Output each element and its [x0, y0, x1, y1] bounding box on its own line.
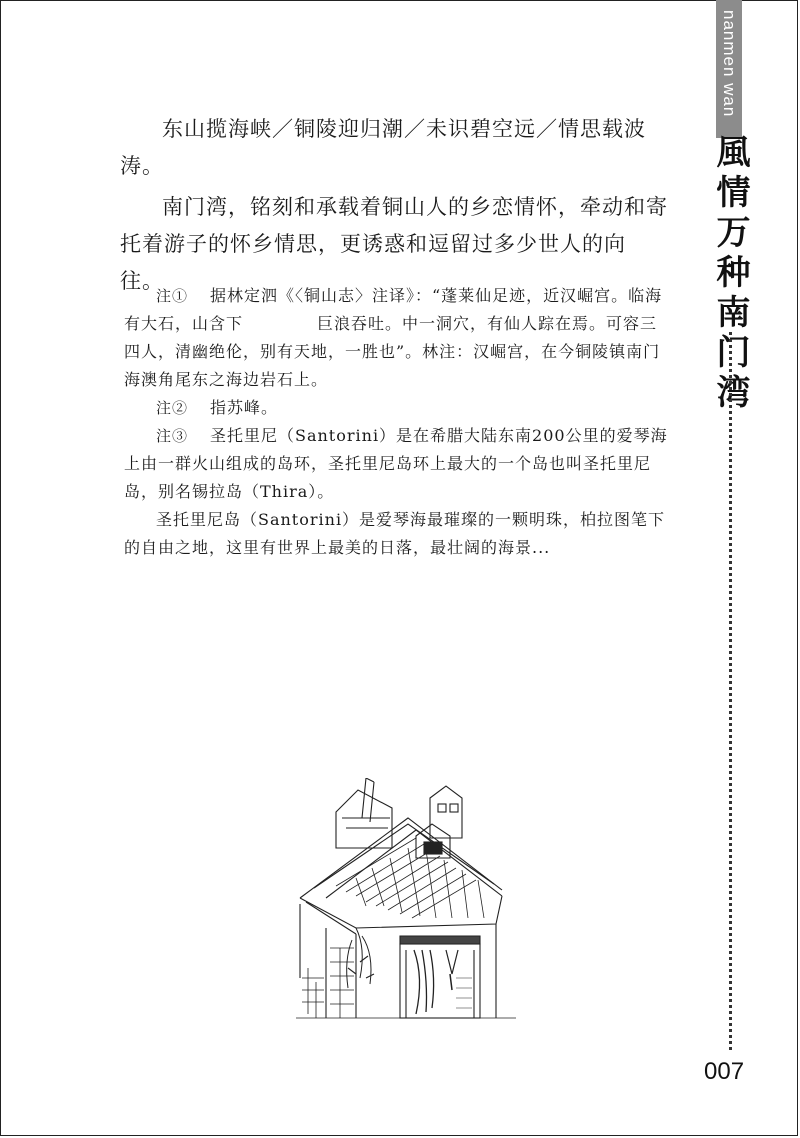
note-1-text-a: 据林定泗《〈铜山志〉注译》：“蓬莱仙足迹，近汉崛宫。临海有大石，山含下 [124, 286, 663, 333]
section-title: 風情万种南门湾 [710, 134, 750, 414]
note-3-mark: 注③ [156, 427, 189, 445]
note-2 [124, 394, 672, 422]
note-3 [124, 422, 672, 506]
dotted-rule [729, 332, 732, 1050]
page-number: 007 [704, 1058, 745, 1085]
note-2-text: 指苏峰。 [210, 398, 279, 417]
note-1-text-b: 巨浪吞吐。中一洞穴，有仙人踪在焉。可容三四人，清幽绝伦，别有天地，一胜也”。林注：汉崛宫，在今铜陵镇南门海澳角尾东之海边岩石上。 [124, 314, 661, 389]
note-2-mark: 注② [156, 399, 189, 417]
note-extra: 圣托里尼岛（Santorini）是爱琴海最璀璨的一颗明珠，柏拉图笔下的自由之地，这里有世界上最美的日落，最壮阔的海景... [124, 510, 666, 557]
house-sketch-icon [296, 778, 516, 1022]
section-label: nanmen wan [720, 10, 739, 118]
note-1 [124, 282, 672, 394]
body-paragraph: 南门湾，铭刻和承载着铜山人的乡恋情怀，牵动和寄托着游子的怀乡情思，更诱惑和逗留过多少世人的向往。 [120, 195, 668, 293]
footnotes [124, 282, 672, 562]
note-3-text: 圣托里尼（Santorini）是在希腊大陆东南200公里的爱琴海上由一群火山组成的岛环，圣托里尼岛环上最大的一个岛也叫圣托里尼岛，别名锡拉岛（Thira）。 [124, 426, 668, 501]
note-1-mark: 注① [156, 287, 189, 305]
poem-line: 东山揽海峡／铜陵迎归潮／未识碧空远／情思载波涛。 [120, 117, 646, 178]
body-text [120, 111, 668, 300]
